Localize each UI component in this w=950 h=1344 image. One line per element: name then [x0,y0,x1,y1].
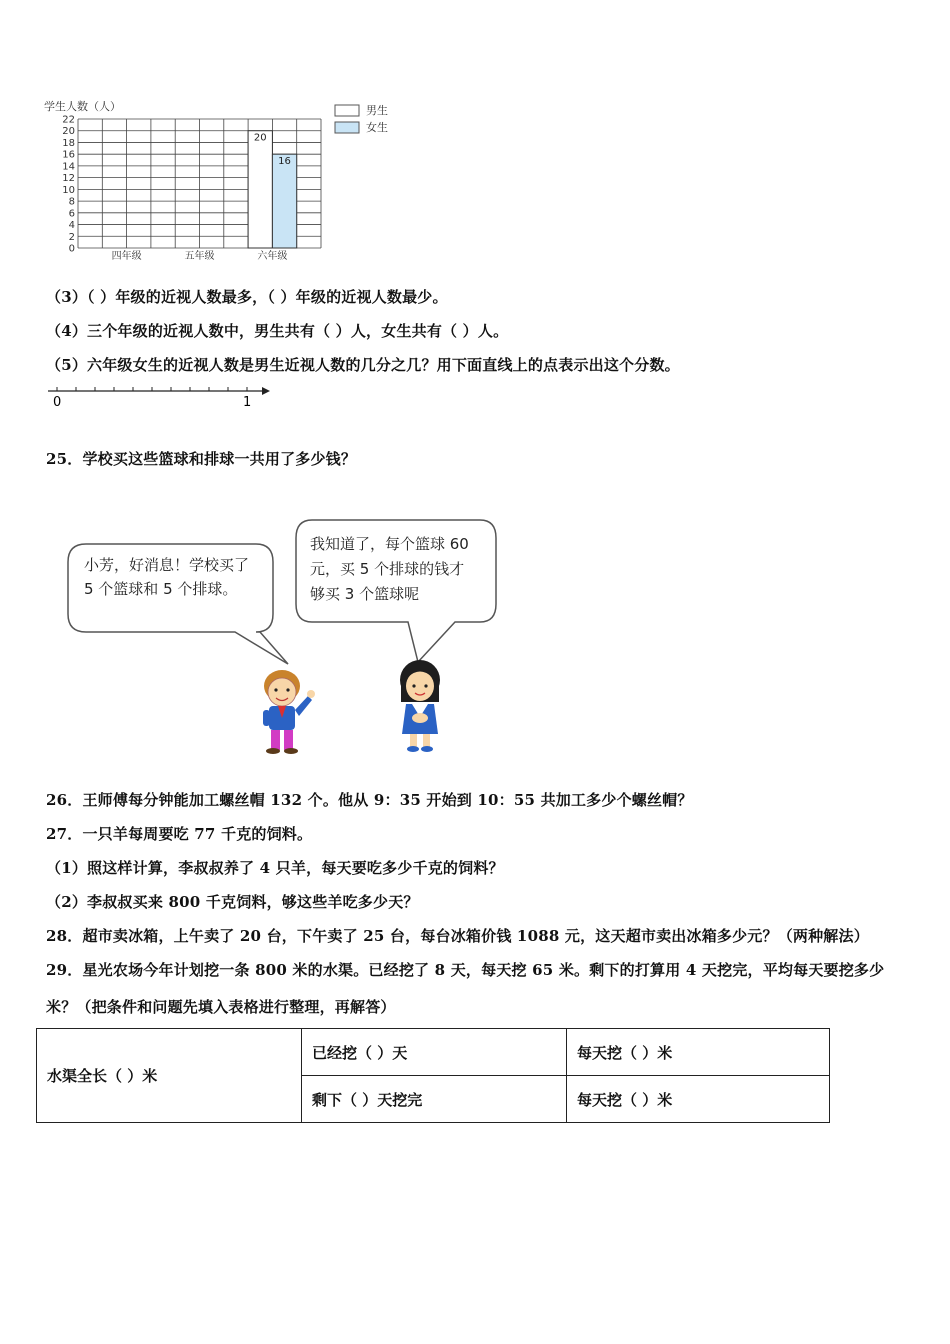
legend-female-label: 女生 [366,121,388,134]
q25-text: 25．学校买这些篮球和排球一共用了多少钱？ [46,450,357,468]
q24-part4: （4）三个年级的近视人数中，男生共有（ ）人，女生共有（ ）人。 [46,322,509,340]
bubble-right-line2: 元，买 5 个排球的钱才 [310,560,465,578]
number-line [44,384,284,414]
bar-male-2 [248,131,272,248]
q29-line1: 29．星光农场今年计划挖一条 800 米的水渠。已经挖了 8 天，每天挖 65 米。剩下的打算用 4 天挖完，平均每天要挖多少 [46,961,885,979]
q24-part3: （3）（ ）年级的近视人数最多，（ ）年级的近视人数最少。 [46,288,448,306]
y-tick-label: 10 [62,184,75,196]
x-tick-label: 四年级 [111,251,142,262]
bar-value-label: 16 [278,156,291,168]
q25-illustration [60,512,540,757]
bar-chart [40,95,460,270]
q29-table [36,1028,830,1123]
legend-male-swatch [335,105,359,116]
legend-male-label: 男生 [366,104,388,117]
bubble-right-line3: 够买 3 个篮球呢 [310,585,420,603]
chart-ylabel: 学生人数（人） [44,100,121,113]
legend-female-swatch [335,122,359,133]
bubble-right-line1: 我知道了，每个篮球 60 [310,535,469,553]
q27-part1: （1）照这样计算，李叔叔养了 4 只羊，每天要吃多少千克的饲料？ [46,859,504,877]
cell-remaining-days: 剩下（ ）天挖完 [302,1076,567,1123]
cell-per-day-2: 每天挖（ ）米 [567,1076,830,1123]
y-tick-label: 16 [62,149,75,161]
girl-figure [400,660,440,752]
q27-part2: （2）李叔叔买来 800 千克饲料，够这些羊吃多少天？ [46,893,419,911]
x-tick-label: 六年级 [257,251,288,262]
chart-xlabels [112,249,288,262]
chart-bars [248,131,297,248]
boy-figure [263,670,315,754]
q26-text: 26．王师傅每分钟能加工螺丝帽 132 个。他从 9：35 开始到 10：55 共加工多少个螺丝帽？ [46,791,693,809]
q28-text: 28．超市卖冰箱，上午卖了 20 台，下午卖了 25 台，每台冰箱价钱 1088 元，这天超市卖出冰箱多少元？（两种解法） [46,927,869,945]
chart-yticks [62,115,75,255]
numberline-zero: 0 [53,395,62,410]
q24-part5: （5）六年级女生的近视人数是男生近视人数的几分之几？用下面直线上的点表示出这个分数。 [46,356,680,374]
bar-value-label: 20 [253,132,267,144]
y-tick-label: 22 [62,114,75,126]
bar-female-2 [272,154,296,248]
y-tick-label: 6 [68,208,75,220]
numberline-one: 1 [243,395,252,410]
cell-dug-days: 已经挖（ ）天 [302,1029,567,1076]
bubble-left-line2: 5 个篮球和 5 个排球。 [84,580,238,598]
q27-text: 27．一只羊每周要吃 77 千克的饲料。 [46,825,313,843]
y-tick-label: 14 [62,161,75,173]
y-tick-label: 20 [62,126,75,138]
q29-line2: 米？（把条件和问题先填入表格进行整理，再解答） [46,998,396,1016]
cell-total-length: 水渠全长（ ）米 [37,1029,302,1123]
y-tick-label: 0 [68,243,75,255]
y-tick-label: 8 [68,196,75,208]
y-tick-label: 4 [68,220,75,232]
y-tick-label: 12 [62,173,75,185]
y-tick-label: 2 [68,231,75,243]
bubble-left-line1: 小芳，好消息！学校买了 [84,556,250,574]
cell-per-day-1: 每天挖（ ）米 [567,1029,830,1076]
x-tick-label: 五年级 [184,251,215,262]
y-tick-label: 18 [62,137,75,149]
